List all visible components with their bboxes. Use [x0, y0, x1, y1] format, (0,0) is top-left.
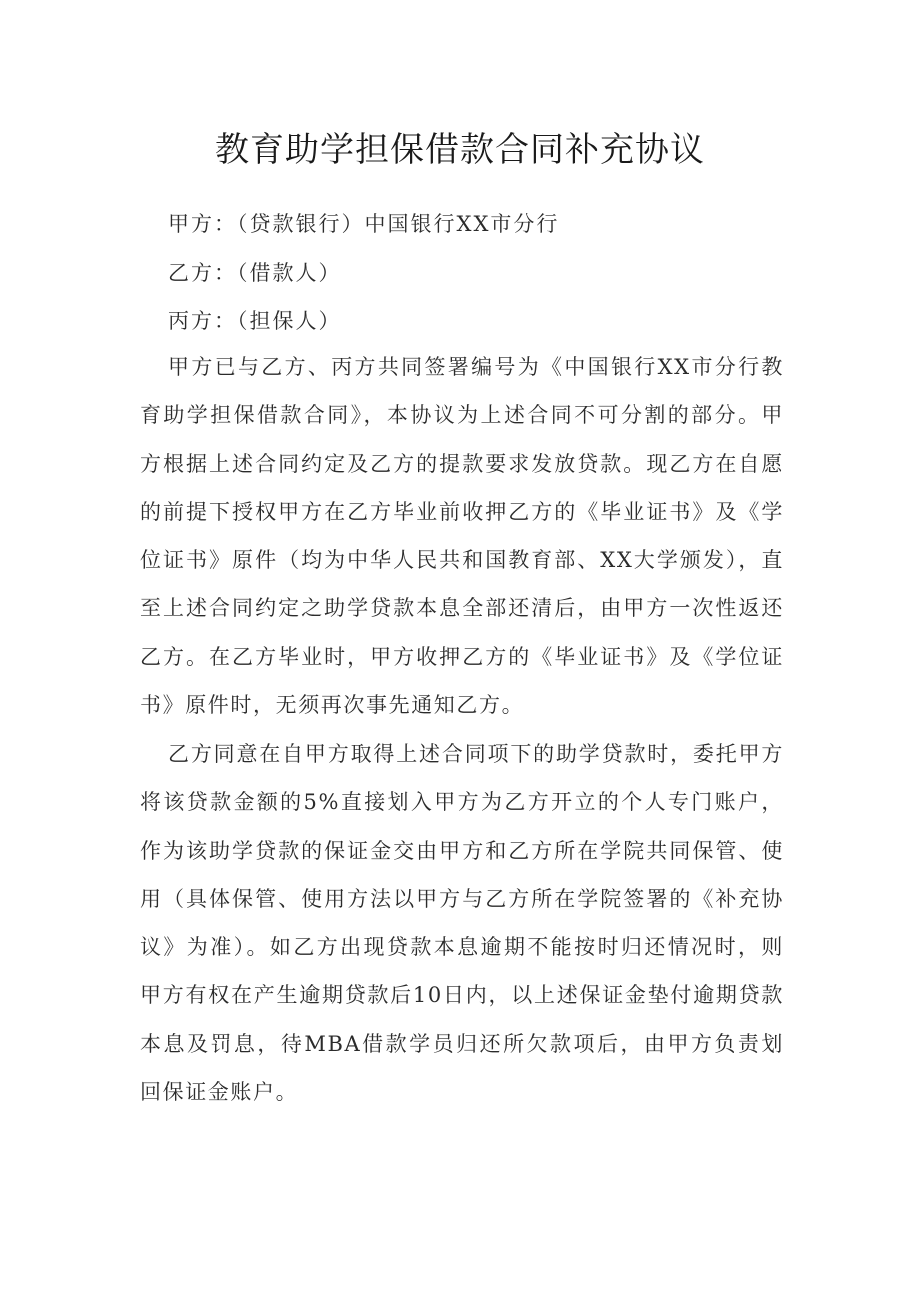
document-title: 教育助学担保借款合同补充协议: [215, 130, 705, 170]
party-a-line: 甲方：（贷款银行）中国银行XX市分行: [168, 212, 560, 236]
party-b-line: 乙方：（借款人）: [168, 261, 342, 285]
paragraph-deposit-guarantee: 乙方同意在自甲方取得上述合同项下的助学贷款时，委托甲方将该贷款金额的5%直接划入甲方为乙方开立的个人专门账户，作为该助学贷款的保证金交由甲方和乙方所在学院共同保管、使用（具体保管、使用方法以甲方与乙方所在学院签署的《补充协议》为准）。如乙方出现贷款本息逾期不能按时归还情况时，则甲方有权在产生逾期贷款后10日内，以上述保证金垫付逾期贷款本息及罚息，待MBA借款学员归还所欠款项后，由甲方负责划回保证金账户。: [140, 742, 784, 1105]
party-c-line: 丙方：（担保人）: [168, 309, 342, 333]
paragraph-certificate-custody: 甲方已与乙方、丙方共同签署编号为《中国银行XX市分行教育助学担保借款合同》，本协议为上述合同不可分割的部分。甲方根据上述合同约定及乙方的提款要求发放贷款。现乙方在自愿的前提下授权甲方在乙方毕业前收押乙方的《毕业证书》及《学位证书》原件（均为中华人民共和国教育部、XX大学颁发），直至上述合同约定之助学贷款本息全部还清后，由甲方一次性返还乙方。在乙方毕业时，甲方收押乙方的《毕业证书》及《学位证书》原件时，无须再次事先通知乙方。: [140, 355, 784, 718]
